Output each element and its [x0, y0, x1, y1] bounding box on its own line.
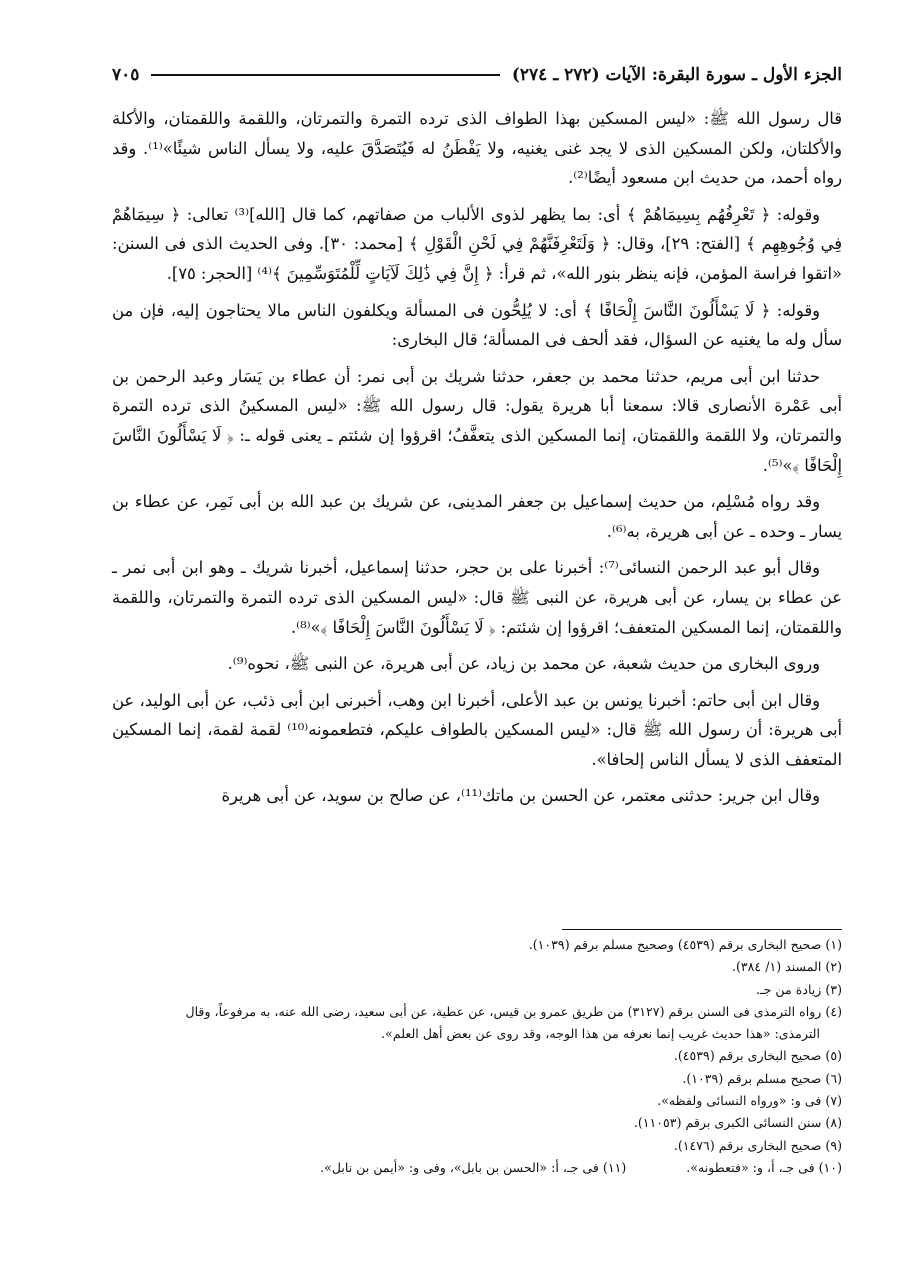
footnote-continuation: الترمذى: «هذا حديث غريب إنما نعرفه من هذا الوجه، وقد روى عن بعض أهل العلم». — [381, 1026, 820, 1042]
header-rule — [151, 74, 499, 76]
footnote: (٦) صحيح مسلم برقم (١٠٣٩). — [682, 1070, 842, 1086]
paragraph: وقوله: ﴿ لَا يَسْأَلُونَ النَّاسَ إِلْحَافًا ﴾ أى: لا يُلِحُّون فى المسألة ويكلفون الناس مالا يحتاجون إليه، فإن من سأل وله ما يغنيه عن السؤال، فقد ألحف فى المسألة؛ قال البخارى: — [112, 300, 842, 350]
footnote: (١١) فى جـ، أ: «الحسن بن بابل»، وفى و: «أيمن بن نابل». — [320, 1159, 627, 1175]
footnote: (١) صحيح البخارى برقم (٤٥٣٩) وصحيح مسلم برقم (١٠٣٩). — [528, 937, 842, 952]
running-header — [112, 60, 842, 90]
footnotes — [112, 934, 842, 1179]
footnote-pair — [112, 1157, 842, 1179]
footnote: (١٠) فى جـ، أ، و: «فتعطونه». — [686, 1159, 842, 1175]
paragraph: وقال ابن أبى حاتم: أخبرنا يونس بن عبد الأعلى، أخبرنا ابن وهب، أخبرنى ابن أبى ذئب، عن أبى الوليد، عن أبى هريرة: أن رسول الله ﷺ قال: «ليس المسكين بالطواف عليكم، فتطعمونه⁽¹⁰⁾ لقمة لقمة، إنما المسكين المتعفف الذى لا يسأل الناس إلحافا». — [112, 690, 842, 769]
paragraph: وقد رواه مُسْلِم، من حديث إسماعيل بن جعفر المدينى، عن شريك بن عبد الله بن أبى نَمِر، عن عطاء بن يسار ـ وحده ـ عن أبى هريرة، به⁽⁶⁾. — [112, 492, 842, 541]
paragraph: قال رسول الله ﷺ: «ليس المسكين بهذا الطواف الذى ترده التمرة والتمرتان، واللقمة واللقمتان، والأكلة والأكلتان، ولكن المسكين الذى لا يجد غنى يغنيه، ولا يَفْطَنُ له فَيُتَصَدَّقَ عليه، ولا يسأل الناس شيئًا»⁽¹⁾. وقد رواه أحمد، من حديث ابن مسعود أيضًا⁽²⁾. — [112, 109, 842, 188]
footnote: (٤) رواه الترمذى فى السنن برقم (٣١٢٧) من طريق عمرو بن قيس، عن عطية، عن أبى سعيد، رضى الله عنه، به مرفوعاً، وقال — [185, 1003, 842, 1019]
header-title: الجزء الأول ـ سورة البقرة: الآيات (٢٧٢ ـ ٢٧٤) — [511, 65, 842, 85]
paragraph: وقال ابن جرير: حدثنى معتمر، عن الحسن بن ماتك⁽¹¹⁾، عن صالح بن سويد، عن أبى هريرة — [221, 786, 820, 806]
paragraph: حدثنا ابن أبى مريم، حدثنا محمد بن جعفر، حدثنا شريك بن أبى نمر: أن عطاء بن يَسَار وعبد الرحمن بن أبى عَمْرة الأنصارى قالا: سمعنا أبا هريرة يقول: قال رسول الله ﷺ: «ليس المسكينُ الذى ترده التمرة والتمرتان، ولا اللقمة واللقمتان، إنما المسكين الذى يتعفَّفُ؛ اقرؤوا إن شئتم ـ يعنى قوله ـ: ﴿ لَا يَسْأَلُونَ النَّاسَ إِلْحَافًا ﴾»⁽⁵⁾. — [112, 366, 842, 475]
footnote: (٨) سنن النسائى الكبرى برقم (١١٠٥٣). — [633, 1115, 842, 1131]
main-text — [112, 104, 842, 818]
page-number: ٧٠٥ — [112, 65, 140, 85]
paragraph: وروى البخارى من حديث شعبة، عن محمد بن زياد، عن أبى هريرة، عن النبى ﷺ، نحوه⁽⁹⁾. — [227, 654, 820, 674]
footnote: (٢) المسند (١/ ٣٨٤). — [731, 959, 842, 975]
footnote-separator — [562, 929, 842, 930]
footnote: (٧) فى و: «ورواه النسائى ولفظه». — [657, 1093, 842, 1109]
footnote: (٣) زيادة من جـ. — [755, 981, 842, 997]
footnote: (٩) صحيح البخارى برقم (١٤٧٦). — [673, 1137, 842, 1153]
paragraph: وقال أبو عبد الرحمن النسائى⁽⁷⁾: أخبرنا على بن حجر، حدثنا إسماعيل، أخبرنا شريك ـ وهو ابن أبى نمر ـ عن عطاء بن يسار، عن أبى هريرة، عن النبى ﷺ قال: «ليس المسكين الذى ترده التمرة والتمرتان، واللقمة واللقمتان، إنما المسكين المتعفف؛ اقرؤوا إن شئتم: ﴿ لَا يَسْأَلُونَ النَّاسَ إِلْحَافًا ﴾»⁽⁸⁾. — [112, 558, 842, 637]
paragraph: وقوله: ﴿ تَعْرِفُهُم بِسِيمَاهُمْ ﴾ أى: بما يظهر لذوى الألباب من صفاتهم، كما قال [الله]⁽³⁾ تعالى: ﴿ سِيمَاهُمْ فِي وُجُوهِهِم ﴾ [الفتح: ٢٩]، وقال: ﴿ وَلَتَعْرِفَنَّهُمْ فِي لَحْنِ الْقَوْلِ ﴾ [محمد: ٣٠]. وفى الحديث الذى فى السنن: «اتقوا فراسة المؤمن، فإنه ينظر بنور الله»، ثم قرأ: ﴿ إِنَّ فِي ذَٰلِكَ لَآيَاتٍ لِّلْمُتَوَسِّمِينَ ﴾⁽⁴⁾ [الحجر: ٧٥]. — [112, 204, 843, 283]
footnote: (٥) صحيح البخارى برقم (٤٥٣٩). — [673, 1048, 842, 1064]
